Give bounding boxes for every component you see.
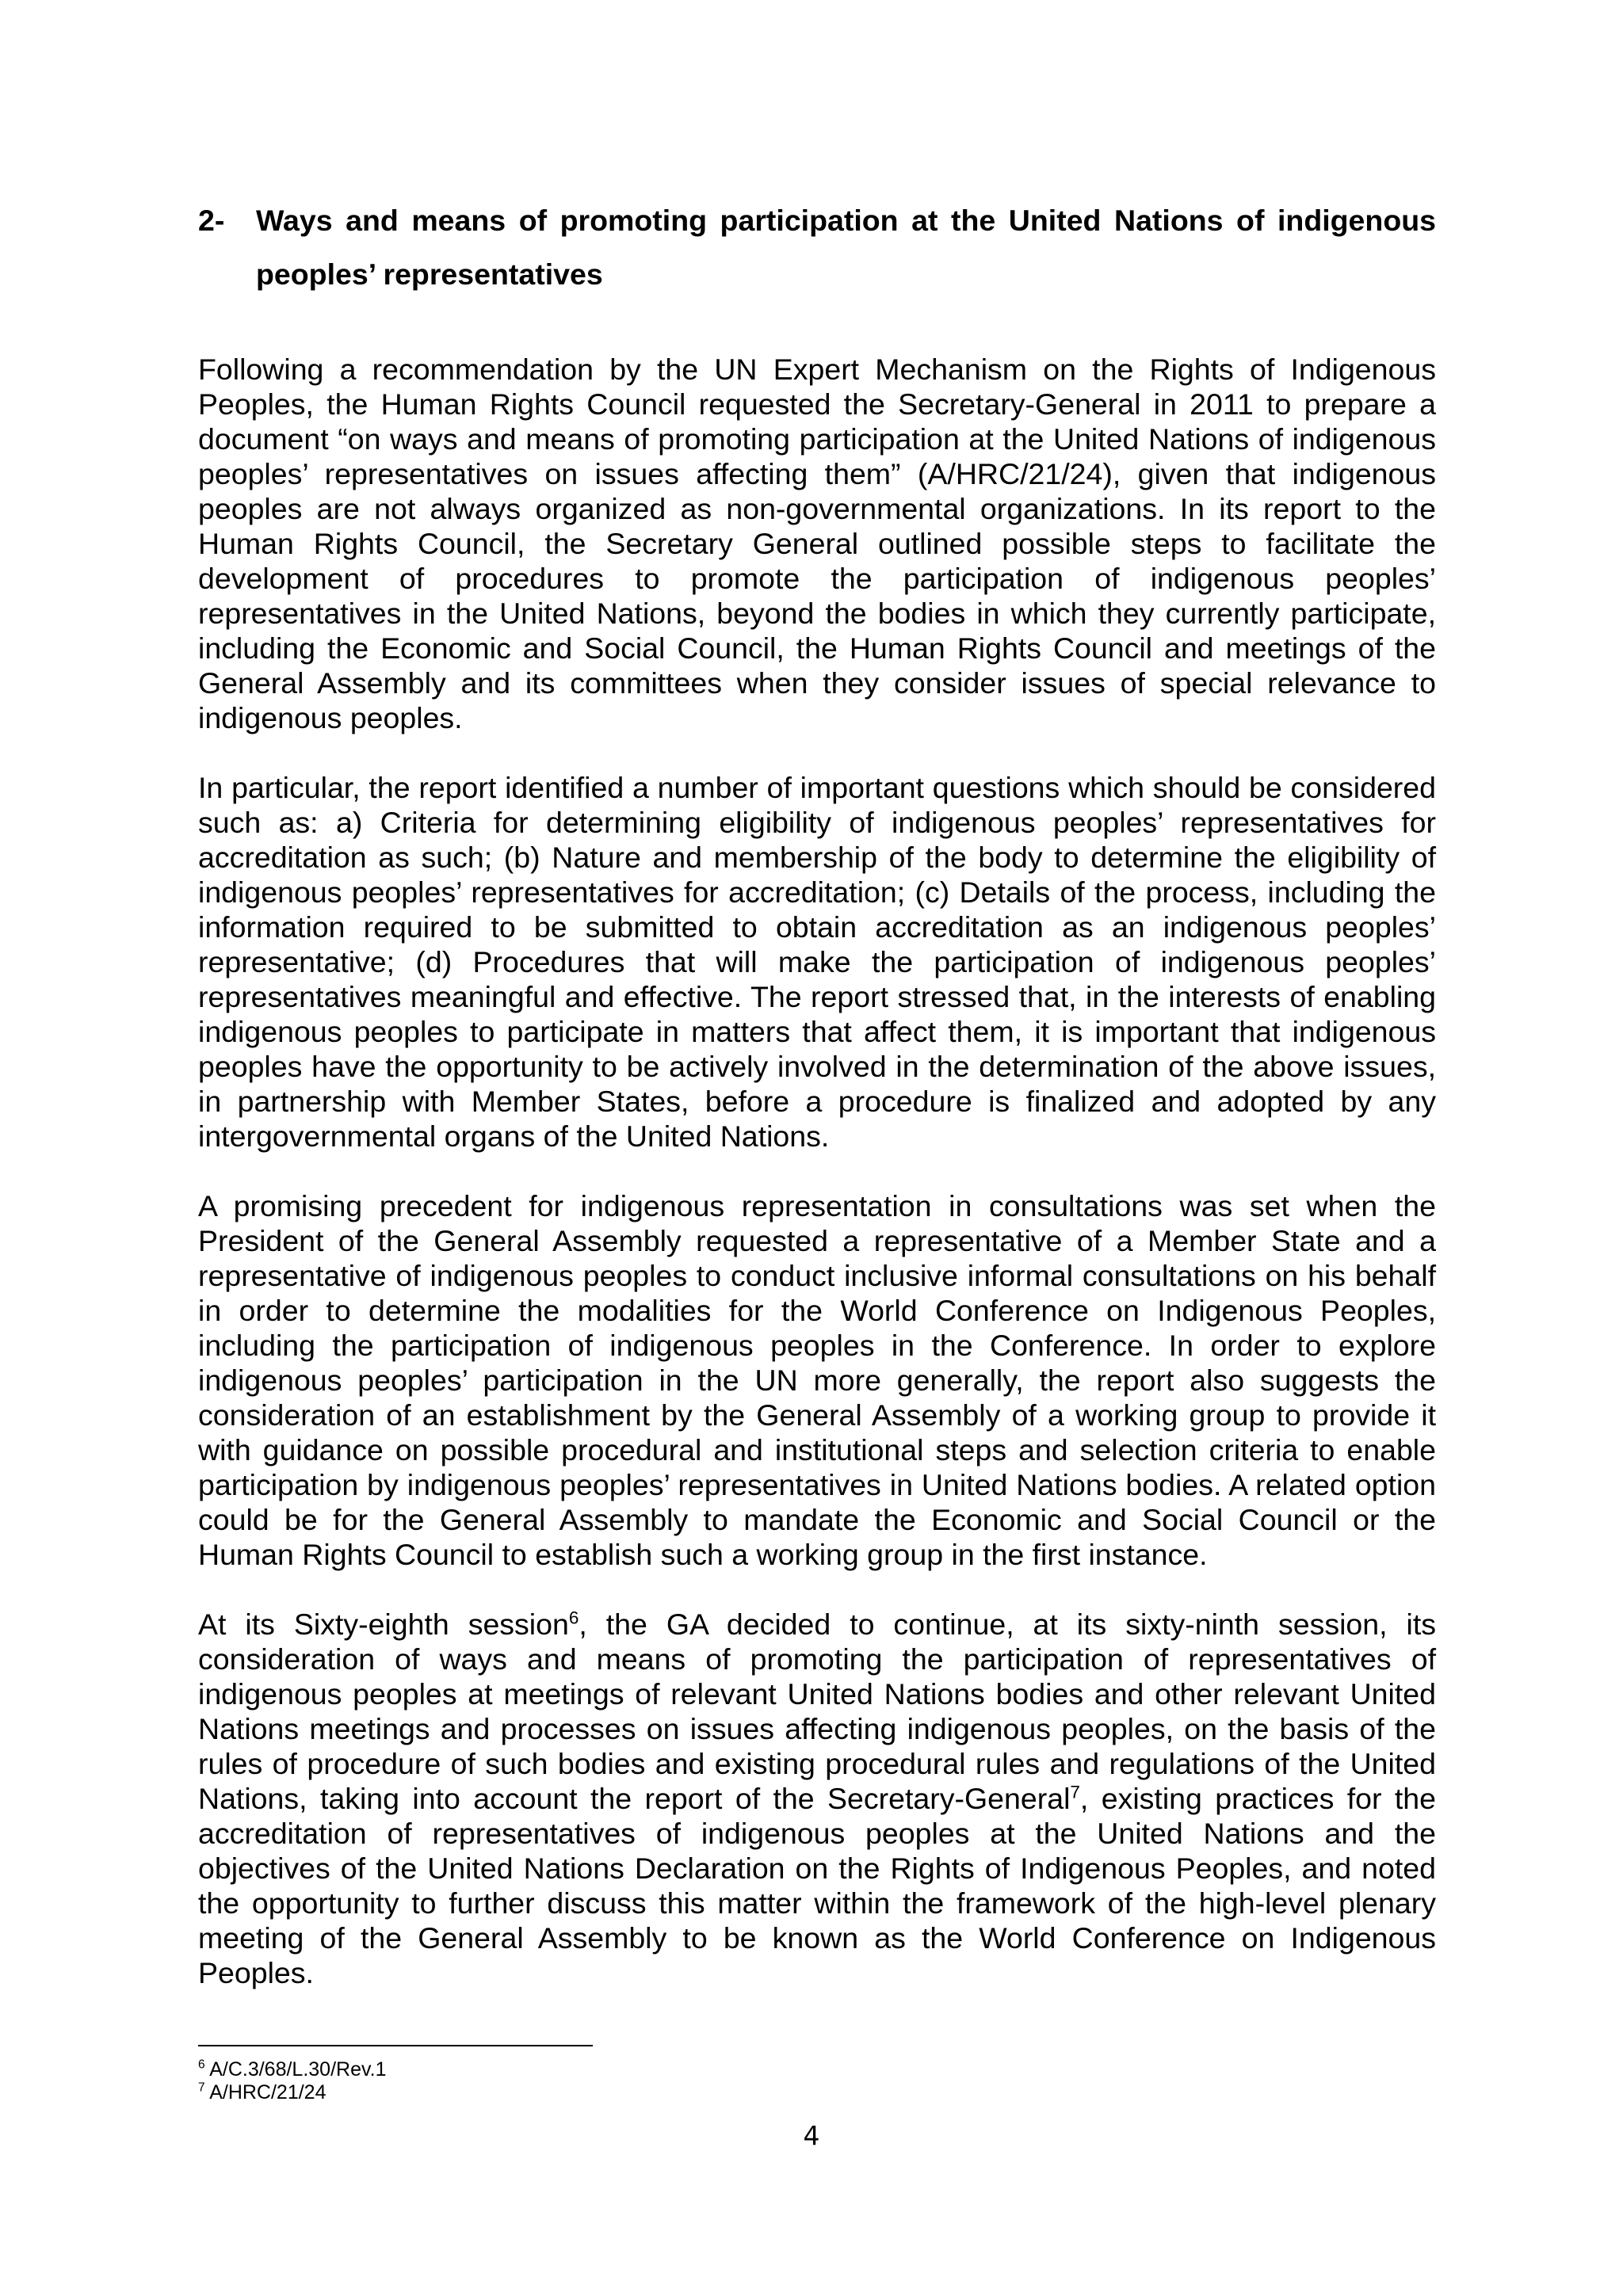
body-text (198, 352, 1436, 2025)
section-title: Ways and means of promoting participation at the United Nations of indigenous peoples’ representatives (256, 204, 1436, 291)
footnote-number: 7 (198, 2081, 205, 2095)
paragraph-4-text-2: , the GA decided to continue, at its sixty-ninth session, its consideration of ways and means of promoting the participation of representatives of indigenous peoples at meetings of relevant United Nations bodies and other relevant United Nations meetings and processes on issues affecting indigenous peoples, on the basis of the rules of procedure of such bodies and existing procedural rules and regulations of the United Nations, taking into account the report of the Secretary-General (198, 1608, 1437, 1815)
footnote-text: A/HRC/21/24 (209, 2081, 327, 2103)
paragraph-4-text-3: , existing practices for the accreditation of representatives of indigenous peoples at the United Nations and the objectives of the United Nations Declaration on the Rights of Indigenous Peoples, and noted the opportunity to further discuss this matter within the framework of the high-level plenary meeting of the General Assembly to be known as the World Conference on Indigenous Peoples. (198, 1782, 1436, 1989)
footnote-separator (198, 2045, 593, 2046)
paragraph-1: Following a recommendation by the UN Expert Mechanism on the Rights of Indigenous Peoples, the Human Rights Council requested the Secretary-General in 2011 to prepare a document “on ways and means of promoting participation at the United Nations of indigenous peoples’ representatives on issues affecting them” (A/HRC/21/24), given that indigenous peoples are not always organized as non-governmental organizations. In its report to the Human Rights Council, the Secretary General outlined possible steps to facilitate the development of procedures to promote the participation of indigenous peoples’ representatives in the United Nations, beyond the bodies in which they currently participate, including the Economic and Social Council, the Human Rights Council and meetings of the General Assembly and its committees when they consider issues of special relevance to indigenous peoples. (198, 353, 1436, 734)
section-number: 2- (198, 204, 225, 237)
footnote-6 (198, 2058, 386, 2081)
paragraph-4 (198, 1607, 1436, 1990)
footnote-ref-7[interactable]: 7 (1070, 1782, 1080, 1802)
footnote-7 (198, 2081, 386, 2104)
page-number: 4 (803, 2120, 820, 2151)
footnote-ref-6[interactable]: 6 (568, 1608, 579, 1628)
footnotes (198, 2058, 386, 2104)
footnote-text: A/C.3/68/L.30/Rev.1 (209, 2058, 387, 2081)
paragraph-3: A promising precedent for indigenous representation in consultations was set when the President of the General Assembly requested a representative of a Member State and a representative of indigenous peoples to conduct inclusive informal consultations on his behalf in order to determine the modalities for the World Conference on Indigenous Peoples, including the participation of indigenous peoples in the Conference. In order to explore indigenous peoples’ participation in the UN more generally, the report also suggests the consideration of an establishment by the General Assembly of a working group to provide it with guidance on possible procedural and institutional steps and selection criteria to enable participation by indigenous peoples’ representatives in United Nations bodies. A related option could be for the General Assembly to mandate the Economic and Social Council or the Human Rights Council to establish such a working group in the first instance. (198, 1189, 1436, 1571)
paragraph-4-text-1: At its Sixty-eighth session (198, 1608, 569, 1641)
footnote-number: 6 (198, 2058, 205, 2072)
paragraph-2: In particular, the report identified a number of important questions which should be considered such as: a) Criteria for determining eligibility of indigenous peoples’ representatives for accreditation as such; (b) Nature and membership of the body to determine the eligibility of indigenous peoples’ representatives for accreditation; (c) Details of the process, including the information required to be submitted to obtain accreditation as an indigenous peoples’ representative; (d) Procedures that will make the participation of indigenous peoples’ representatives meaningful and effective. The report stressed that, in the interests of enabling indigenous peoples to participate in matters that affect them, it is important that indigenous peoples have the opportunity to be actively involved in the determination of the above issues, in partnership with Member States, before a procedure is finalized and adopted by any intergovernmental organs of the United Nations. (198, 771, 1436, 1153)
